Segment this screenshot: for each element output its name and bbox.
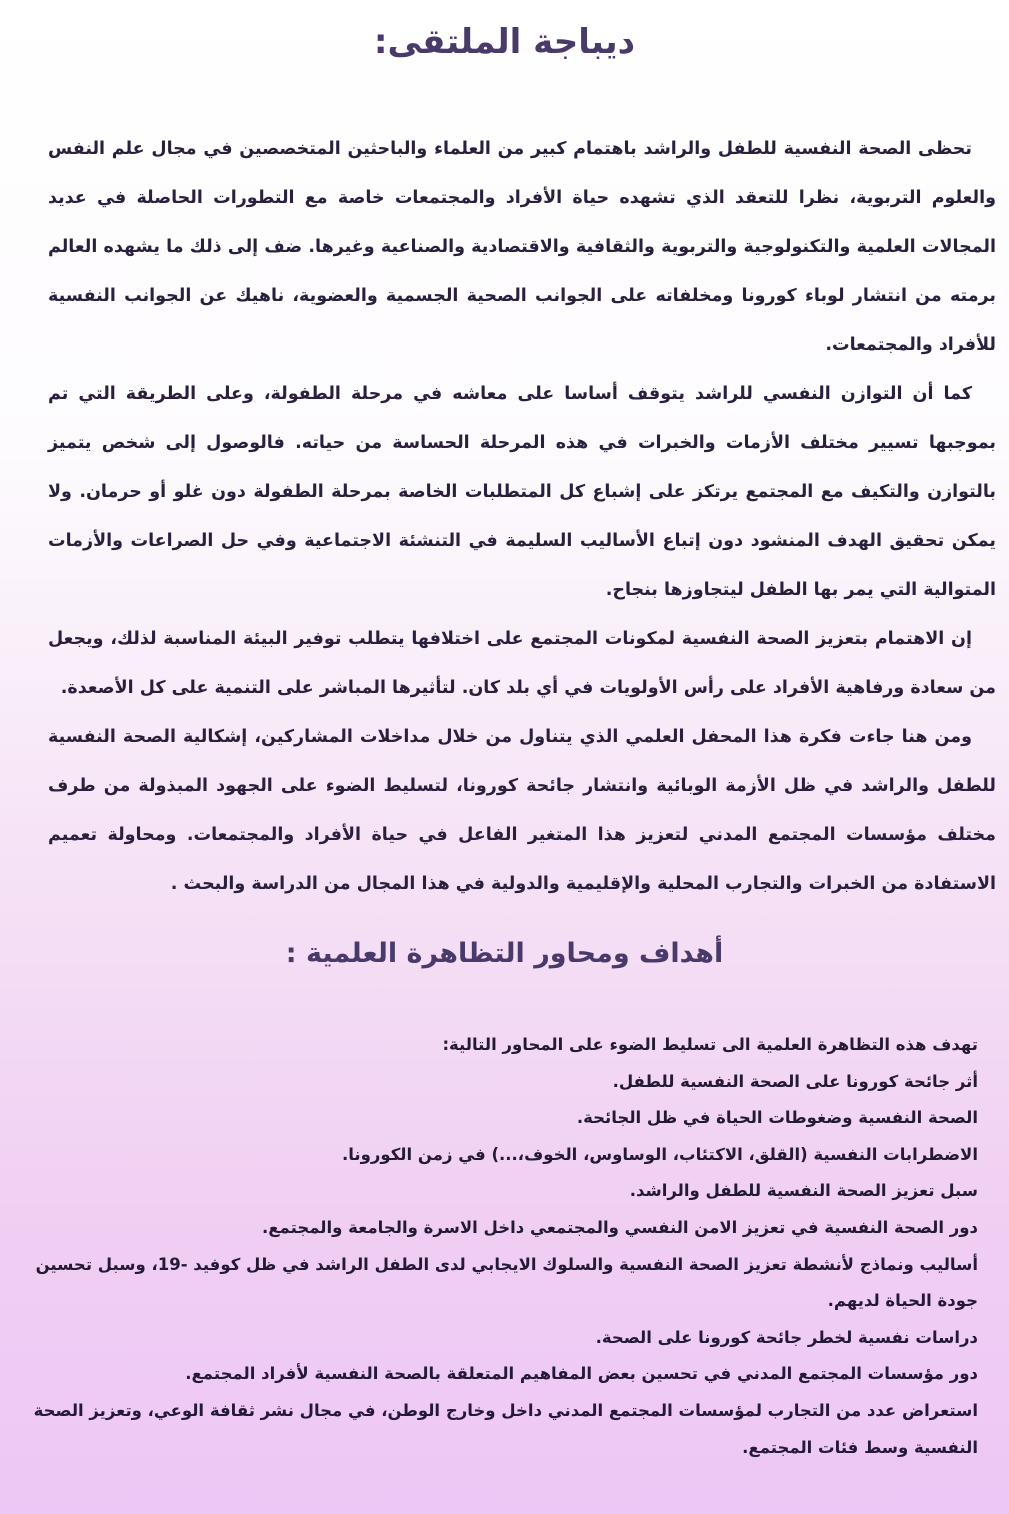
intro-section bbox=[48, 125, 996, 909]
intro-paragraph: إن الاهتمام بتعزيز الصحة النفسية لمكونات المجتمع على اختلافها يتطلب توفير البيئة المناسبة لذلك، ويجعل من سعادة ورفاهية الأفراد على رأس الأولويات في أي بلد كان. لتأثيرها المباشر على التنمية على كل الأصعدة. bbox=[48, 629, 996, 698]
goals-list-item: دراسات نفسية لخطر جائحة كورونا على الصحة. bbox=[595, 1327, 978, 1347]
goals-list-item: دور مؤسسات المجتمع المدني في تحسين بعض المفاهيم المتعلقة بالصحة النفسية لأفراد المجتمع. bbox=[185, 1364, 978, 1384]
goals-list-item: الاضطرابات النفسية (القلق، الاكتئاب، الوساوس، الخوف،...) في زمن الكورونا. bbox=[341, 1144, 978, 1164]
goals-list-item: استعراض عدد من التجارب لمؤسسات المجتمع المدني داخل وخارج الوطن، في مجال نشر ثقافة الوعي، وتعزيز الصحة النفسية وسط فئات المجتمع. bbox=[33, 1400, 978, 1457]
goals-intro: تهدف هذه التظاهرة العلمية الى تسليط الضوء على المحاور التالية: bbox=[442, 1035, 978, 1054]
goals-list-item: دور الصحة النفسية في تعزيز الامن النفسي والمجتمعي داخل الاسرة والجامعة والمجتمع. bbox=[261, 1217, 978, 1237]
intro-paragraph: كما أن التوازن النفسي للراشد يتوقف أساسا على معاشه في مرحلة الطفولة، وعلى الطريقة التي تم بموجبها تسيير مختلف الأزمات والخبرات في هذه المرحلة الحساسة من حياته. فالوصول إلى شخص يتميز بالتوازن والتكيف مع المجتمع يرتكز على إشباع كل المتطلبات الخاصة بمرحلة الطفولة دون غلو أو حرمان. ولا يمكن تحقيق الهدف المنشود دون إتباع الأساليب السليمة في التنشئة الاجتماعية وفي حل الصراعات والأزمات المتوالية التي يمر بها الطفل ليتجاوزها بنجاح. bbox=[48, 384, 996, 600]
goals-list bbox=[10, 1064, 978, 1467]
goals-heading: أهداف ومحاور التظاهرة العلمية : bbox=[285, 938, 724, 969]
goals-list-item: أساليب ونماذج لأنشطة تعزيز الصحة النفسية والسلوك الايجابي لدى الطفل الراشد في ظل كوفيد -19، وسبل تحسين جودة الحياة لديهم. bbox=[35, 1254, 978, 1311]
intro-paragraph: تحظى الصحة النفسية للطفل والراشد باهتمام كبير من العلماء والباحثين المتخصصين في مجال علم النفس والعلوم التربوية، نظرا للتعقد الذي تشهده حياة الأفراد والمجتمعات خاصة مع التطورات الحاصلة في عديد المجالات العلمية والتكنولوجية والتربوية والثقافية والاقتصادية والصناعية وغيرها. ضف إلى ذلك ما يشهده العالم برمته من انتشار لوباء كورونا ومخلفاته على الجوانب الصحية الجسمية والعضوية، ناهيك عن الجوانب النفسية للأفراد والمجتمعات. bbox=[48, 139, 996, 355]
goals-list-item: الصحة النفسية وضغوطات الحياة في ظل الجائحة. bbox=[576, 1108, 978, 1128]
goals-list-item: سبل تعزيز الصحة النفسية للطفل والراشد. bbox=[629, 1181, 978, 1201]
page-title: ديباجة الملتقى: bbox=[373, 22, 636, 62]
intro-paragraph: ومن هنا جاءت فكرة هذا المحفل العلمي الذي يتناول من خلال مداخلات المشاركين، إشكالية الصحة النفسية للطفل والراشد في ظل الأزمة الوبائية وانتشار جائحة كورونا، لتسليط الضوء على الجهود المبذولة من طرف مختلف مؤسسات المجتمع المدني لتعزيز هذا المتغير الفاعل في حياة الأفراد والمجتمعات. ومحاولة تعميم الاستفادة من الخبرات والتجارب المحلية والإقليمية والدولية في هذا المجال من الدراسة والبحث . bbox=[48, 727, 996, 894]
goals-section bbox=[10, 1027, 978, 1466]
goals-list-item: أثر جائحة كورونا على الصحة النفسية للطفل. bbox=[612, 1071, 978, 1091]
